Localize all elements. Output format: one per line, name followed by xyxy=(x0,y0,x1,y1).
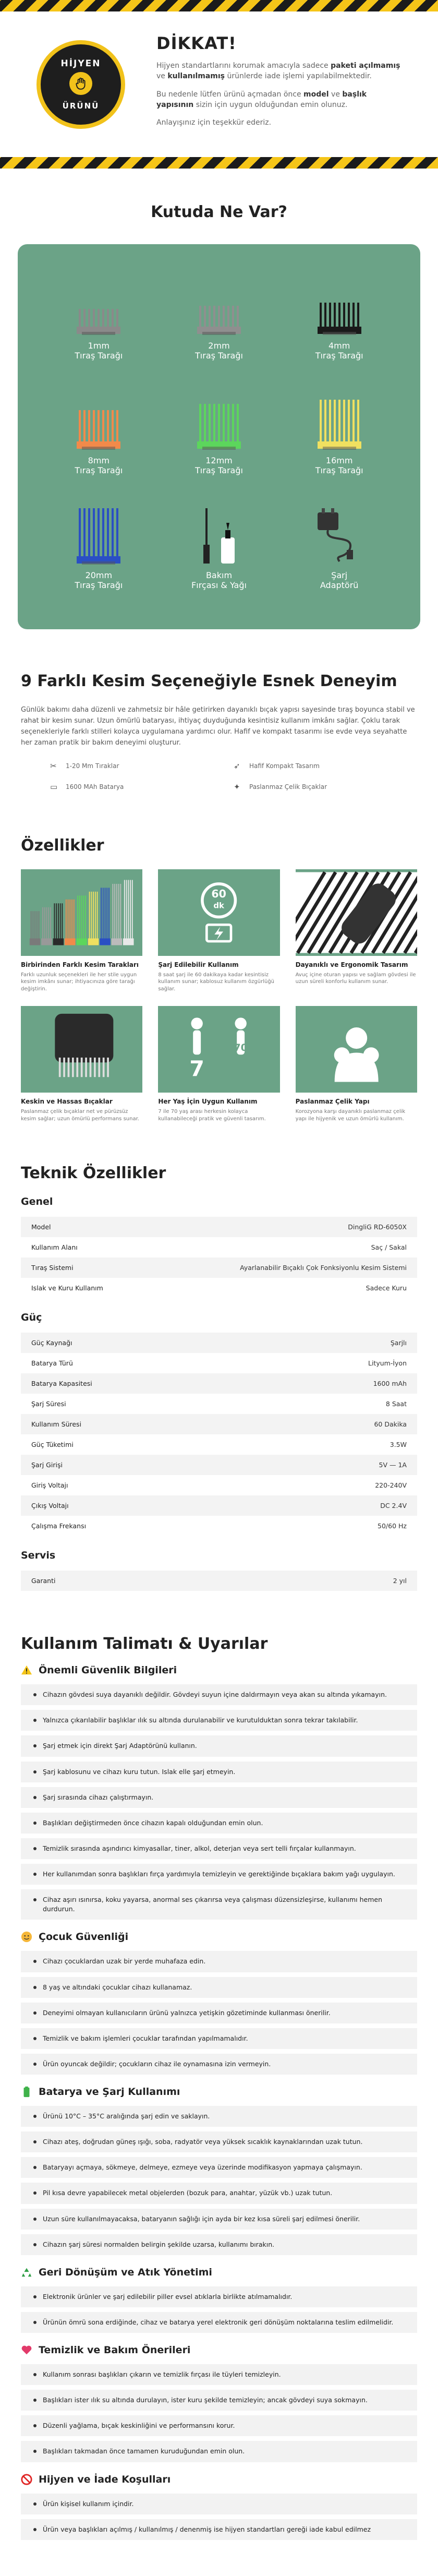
usage-item: Cihazın gövdesi suya dayanıklı değildir. Gövdeyi suyun içine daldırmayın veya akan su altında yıkamayın. xyxy=(21,1684,417,1705)
usage-list xyxy=(21,1951,417,2075)
spec-row xyxy=(21,1394,417,1414)
spec-key: Şarj Girişi xyxy=(21,1455,250,1475)
usage-item: Şarj etmek için direkt Şarj Adaptörünü kullanın. xyxy=(21,1735,417,1756)
box-item-label: Şarj Adaptörü xyxy=(320,570,359,590)
spec-group-title: Güç xyxy=(21,1312,42,1324)
spec-key: Çıkış Voltajı xyxy=(21,1495,250,1516)
comb-icon xyxy=(195,273,243,335)
spec-value: 60 Dakika xyxy=(250,1414,417,1434)
feature-item: ✦ Paslanmaz Çelik Bıçaklar xyxy=(234,782,327,792)
spec-group-title: Servis xyxy=(21,1550,56,1562)
spec-value: Sadece Kuru xyxy=(366,1284,407,1292)
spec-group-title: Genel xyxy=(21,1196,53,1208)
usage-item: Cihazı ateş, doğrudan güneş ışığı, soba, radyatör veya yüksek sıcaklık kaynaklarından uzak tutun. xyxy=(21,2131,417,2152)
box-item xyxy=(159,273,279,376)
usage-item: Düzenli yağlama, bıçak keskinliğini ve performansını korur. xyxy=(21,2415,417,2436)
box-item xyxy=(39,388,159,490)
spec-value: 220-240V xyxy=(375,1481,407,1490)
combs-image xyxy=(21,869,142,956)
usage-item: Ürünü 10°C – 35°C aralığında şarj edin ve saklayın. xyxy=(21,2106,417,2127)
box-item xyxy=(39,503,159,605)
spec-value: 1600 mAh xyxy=(250,1373,417,1394)
usage-item: Her kullanımdan sonra başlıkları fırça yardımıyla temizleyin ve gerektiğinde bıçaklara bakım yağı uygulayın. xyxy=(21,1864,417,1885)
usage-list xyxy=(21,2364,417,2462)
box-item-label: 16mm Tıraş Tarağı xyxy=(315,456,363,475)
comb-icon xyxy=(315,388,363,450)
child-icon xyxy=(21,1931,32,1943)
usage-item: Ürünün ömrü sona erdiğinde, cihaz ve batarya yerel elektronik geri dönüşüm noktalarına teslim edilmelidir. xyxy=(21,2312,417,2333)
usage-item: Ürün veya başlıkları açılmış / kullanılmış / denenmiş ise hijyen standartları gereği iade kabul edilmez xyxy=(21,2519,417,2540)
usage-list xyxy=(21,2106,417,2255)
usage-list xyxy=(21,2286,417,2333)
badge-bottom-text: ÜRÜNÜ xyxy=(62,101,100,111)
box-item-label: Bakım Fırçası & Yağı xyxy=(191,570,247,590)
feather-icon: ➶ xyxy=(234,761,240,771)
box-contents xyxy=(18,244,420,629)
recycle-icon xyxy=(21,2267,32,2278)
feature-list xyxy=(50,761,417,792)
box-item xyxy=(279,503,399,605)
lead-title: 9 Farklı Kesim Seçeneğiyle Esnek Deneyim xyxy=(21,672,397,691)
brush-oil-icon xyxy=(195,503,243,565)
ergonomic-image xyxy=(296,869,417,956)
usage-item: Bataryayı açmaya, sökmeye, delmeye, ezmeye veya üzerinde modifikasyon yapmaya çalışmayın. xyxy=(21,2157,417,2178)
usage-item: Cihaz aşırı ısınırsa, koku yayarsa, anormal ses çıkarırsa veya çalışması düzensizleşirse, kullanımı hemen durdurun. xyxy=(21,1889,417,1920)
spec-key: Garanti xyxy=(21,1571,245,1591)
feature-card xyxy=(158,1006,279,1122)
warning-title: DİKKAT! xyxy=(156,33,237,53)
box-item-label: 1mm Tıraş Tarağı xyxy=(75,341,123,361)
feature-card xyxy=(158,869,279,993)
hygiene-badge xyxy=(36,40,125,129)
spec-key: Şarj Süresi xyxy=(31,1400,66,1408)
usage-item: Temizlik ve bakım işlemleri çocuklar tarafından yapılmamalıdır. xyxy=(21,2028,417,2049)
svg-text:7: 7 xyxy=(189,1056,205,1082)
feature-card xyxy=(21,1006,142,1122)
spec-value: Ayarlanabilir Bıçaklı Çok Fonksiyonlu Kesim Sistemi xyxy=(152,1257,417,1278)
spec-value: 8 Saat xyxy=(385,1400,407,1408)
spec-row xyxy=(21,1217,417,1237)
usage-item: Ürün kişisel kullanım içindir. xyxy=(21,2494,417,2514)
hazard-stripe-top xyxy=(0,0,438,11)
spec-table xyxy=(21,1333,417,1536)
usage-item: Şarj kablosunu ve cihazı kuru tutun. Islak elle şarj etmeyin. xyxy=(21,1762,417,1782)
spec-table xyxy=(21,1217,417,1298)
spec-value: 50/60 Hz xyxy=(378,1522,407,1530)
feature-cards xyxy=(21,869,417,1123)
adapter-icon xyxy=(313,503,366,565)
svg-text:70: 70 xyxy=(234,1042,248,1053)
features-title: Özellikler xyxy=(21,836,104,855)
spec-value: 3.5W xyxy=(390,1441,407,1449)
blade-icon: ✦ xyxy=(234,782,240,792)
usage-item: Uzun süre kullanılmayacaksa, bataryanın sağlığı için ayda bir kez kısa süreli şarj edilmesi önerilir. xyxy=(21,2209,417,2230)
warning-p2: Bu nedenle lütfen ürünü açmadan önce model ve başlık yapısının sizin için uygun olduğundan emin olunuz. xyxy=(156,90,367,109)
box-item xyxy=(279,273,399,376)
warning-p1: Hijyen standartlarını korumak amacıyla sadece paketi açılmamış ve kullanılmamış ürünlerde iade işlemi yapılabilmektedir. xyxy=(156,62,400,81)
spec-row xyxy=(21,1516,417,1536)
usage-list xyxy=(21,1684,417,1920)
feature-card-title: Keskin ve Hassas Bıçaklar xyxy=(21,1098,113,1106)
comb-icon xyxy=(315,273,363,335)
scissors-icon: ✂ xyxy=(50,761,57,771)
spec-value: Saç / Sakal xyxy=(371,1243,407,1252)
spec-row xyxy=(21,1257,417,1278)
usage-title: Kullanım Talimatı & Uyarılar xyxy=(21,1635,268,1654)
spec-row xyxy=(21,1373,417,1394)
feature-card-text: 8 saat şarj ile 60 dakikaya kadar kesintisiz kullanım sunar; kablosuz kullanım özgürlüğü sağlar. xyxy=(158,972,275,992)
hazard-stripe-bottom xyxy=(0,157,438,169)
feature-item: ▭ 1600 MAh Batarya xyxy=(50,782,124,792)
usage-item: Başlıkları değiştirmeden önce cihazın kapalı olduğundan emin olun. xyxy=(21,1813,417,1834)
usage-item: 8 yaş ve altındaki çocuklar cihazı kullanamaz. xyxy=(21,1977,417,1998)
warning-text xyxy=(156,33,402,135)
usage-item: Temizlik sırasında aşındırıcı kimyasallar, tiner, alkol, deterjan veya sert telli fırçalar kullanmayın. xyxy=(21,1838,417,1859)
steel-image xyxy=(296,1006,417,1093)
box-item xyxy=(279,388,399,490)
spec-row xyxy=(21,1475,417,1495)
spec-row xyxy=(21,1414,417,1434)
lead-text: Günlük bakımı daha düzenli ve zahmetsiz bir hâle getirirken dayanıklı bıçak yapısı sayesinde tıraş boyunca stabil ve rahat bir kesim sunar. Uzun ömürlü bataryası, ihtiyaç duyduğunda kesintisiz kullanım imkânı sağlar. Çoklu tarak seçenekleriyle farklı stilleri kolayca uygulamana yardımcı olur. Hafif ve kompakt tasarımı ise evde veya seyahatte her zaman pratik bir bakım deneyimi oluşturur. xyxy=(21,706,415,747)
feature-card xyxy=(296,869,417,993)
charging-image xyxy=(158,869,279,956)
specs-title: Teknik Özellikler xyxy=(21,1164,166,1183)
box-title: Kutuda Ne Var? xyxy=(151,203,287,222)
usage-section-title: Çocuk Güvenliği xyxy=(21,1931,417,1943)
warning-p3: Anlayışınız için teşekkür ederiz. xyxy=(156,118,272,127)
spec-value: DC 2.4V xyxy=(250,1495,417,1516)
comb-icon xyxy=(75,388,123,450)
usage-item: Başlıkları takmadan önce tamamen kuruduğundan emin olun. xyxy=(21,2441,417,2462)
usage-section-title: Temizlik ve Bakım Önerileri xyxy=(21,2344,417,2356)
spec-key: Giriş Voltajı xyxy=(31,1481,68,1490)
box-item-label: 2mm Tıraş Tarağı xyxy=(195,341,243,361)
feature-card-text: Farklı uzunluk seçenekleri ile her stile uygun kesim imkânı sunar; ihtiyacınıza göre tarağı değiştirin. xyxy=(21,972,137,992)
spec-row xyxy=(21,1333,417,1353)
spec-row xyxy=(21,1237,417,1257)
usage-item: Kullanım sonrası başlıkları çıkarın ve temizlik fırçası ile tüyleri temizleyin. xyxy=(21,2364,417,2385)
spec-row xyxy=(21,1278,417,1298)
spec-key: Batarya Kapasitesi xyxy=(21,1373,250,1394)
feature-card-title: Şarj Edilebilir Kullanım xyxy=(158,961,239,968)
hand-icon xyxy=(69,72,92,95)
feature-item: ➶ Hafif Kompakt Tasarım xyxy=(234,761,320,771)
warning-banner xyxy=(0,11,438,157)
age-image xyxy=(158,1006,279,1093)
usage-item: Yalnızca çıkarılabilir başlıklar ılık su altında durulanabilir ve kurutulduktan sonra tekrar takılabilir. xyxy=(21,1710,417,1731)
feature-card-title: Dayanıklı ve Ergonomik Tasarım xyxy=(295,961,408,968)
spec-value: Şarjlı xyxy=(250,1333,417,1353)
feature-card-text: Paslanmaz çelik bıçaklar net ve pürüzsüz kesim sağlar; uzun ömürlü performans sunar. xyxy=(21,1109,139,1122)
warning-icon xyxy=(21,1664,32,1676)
usage-section-title: Geri Dönüşüm ve Atık Yönetimi xyxy=(21,2267,417,2278)
usage-section-title: Önemli Güvenlik Bilgileri xyxy=(21,1664,417,1676)
box-item xyxy=(39,273,159,376)
usage-item: Cihazın şarj süresi normalden belirgin şekilde uzarsa, kullanımı bırakın. xyxy=(21,2234,417,2255)
usage-sections xyxy=(21,1664,417,2540)
badge-top-text: HİJYEN xyxy=(60,58,101,69)
spec-value: 5V — 1A xyxy=(250,1455,417,1475)
feature-card xyxy=(296,1006,417,1122)
usage-item: Ürün oyuncak değildir; çocukların cihaz ile oynamasına izin vermeyin. xyxy=(21,2054,417,2075)
box-item xyxy=(159,388,279,490)
spec-value: 2 yıl xyxy=(245,1571,417,1591)
spec-row xyxy=(21,1495,417,1516)
usage-section-title: Hijyen ve İade Koşulları xyxy=(21,2474,417,2485)
feature-card-title: Paslanmaz Çelik Yapı xyxy=(295,1098,370,1106)
box-item-label: 8mm Tıraş Tarağı xyxy=(75,456,123,475)
svg-text:60: 60 xyxy=(211,887,227,900)
blades-image xyxy=(21,1006,142,1093)
spec-row xyxy=(21,1434,417,1455)
battery-icon xyxy=(21,2086,32,2098)
usage-item: Şarj sırasında cihazı çalıştırmayın. xyxy=(21,1787,417,1808)
spec-key: Model xyxy=(21,1217,152,1237)
box-item-label: 4mm Tıraş Tarağı xyxy=(315,341,363,361)
spec-key: Tıraş Sistemi xyxy=(21,1257,152,1278)
comb-icon xyxy=(75,503,123,565)
usage-item: Deneyimi olmayan kullanıcıların ürünü yalnızca yetişkin gözetiminde kullanması önerilir. xyxy=(21,2003,417,2023)
spec-key: Güç Kaynağı xyxy=(21,1333,250,1353)
spec-key: Çalışma Frekansı xyxy=(31,1522,87,1530)
box-item-label: 12mm Tıraş Tarağı xyxy=(195,456,243,475)
feature-card-title: Her Yaş İçin Uygun Kullanım xyxy=(158,1098,258,1106)
feature-card-text: 7 ile 70 yaş arası herkesin kolayca kullanabileceği pratik ve güvenli tasarım. xyxy=(158,1109,266,1122)
spec-table xyxy=(21,1571,417,1591)
heart-icon xyxy=(21,2344,32,2356)
usage-item: Başlıkları ister ılık su altında durulayın, ister kuru şekilde temizleyin; ancak gövdeyi suya sokmayın. xyxy=(21,2390,417,2411)
spec-row xyxy=(21,1571,417,1591)
box-item-label: 20mm Tıraş Tarağı xyxy=(75,570,123,590)
spec-value: DingliG RD-6050X xyxy=(152,1217,417,1237)
no-entry-icon xyxy=(21,2474,32,2485)
usage-section-title: Batarya ve Şarj Kullanımı xyxy=(21,2086,417,2098)
spec-key: Kullanım Alanı xyxy=(31,1243,78,1252)
feature-card-title: Birbirinden Farklı Kesim Tarakları xyxy=(21,961,139,968)
feature-item: ✂ 1-20 Mm Tıraklar xyxy=(50,761,119,771)
comb-icon xyxy=(195,388,243,450)
comb-icon xyxy=(75,273,123,335)
usage-item: Pil kısa devre yapabilecek metal objelerden (bozuk para, anahtar, yüzük vb.) uzak tutun. xyxy=(21,2183,417,2203)
spec-row xyxy=(21,1455,417,1475)
spec-key: Güç Tüketimi xyxy=(31,1441,74,1449)
spec-key: Islak ve Kuru Kullanım xyxy=(31,1284,103,1292)
feature-card-text: Korozyona karşı dayanıklı paslanmaz çelik yapı ile hijyenik ve uzun ömürlü kullanım. xyxy=(295,1109,406,1122)
spec-row xyxy=(21,1353,417,1373)
spec-value: Lityum-İyon xyxy=(368,1359,407,1368)
feature-card xyxy=(21,869,142,993)
usage-item: Elektronik ürünler ve şarj edilebilir piller evsel atıklarla birlikte atılmamalıdır. xyxy=(21,2286,417,2307)
battery-icon: ▭ xyxy=(50,782,58,792)
usage-item: Cihazı çocuklardan uzak bir yerde muhafaza edin. xyxy=(21,1951,417,1972)
usage-list xyxy=(21,2494,417,2540)
svg-text:dk: dk xyxy=(213,901,225,910)
spec-key: Kullanım Süresi xyxy=(21,1414,250,1434)
spec-key: Batarya Türü xyxy=(31,1359,73,1368)
feature-card-text: Avuç içine oturan yapısı ve sağlam gövdesi ile uzun süreli konforlu kullanım sunar. xyxy=(295,972,416,985)
box-item xyxy=(159,503,279,605)
specs-tables xyxy=(21,1196,417,1591)
